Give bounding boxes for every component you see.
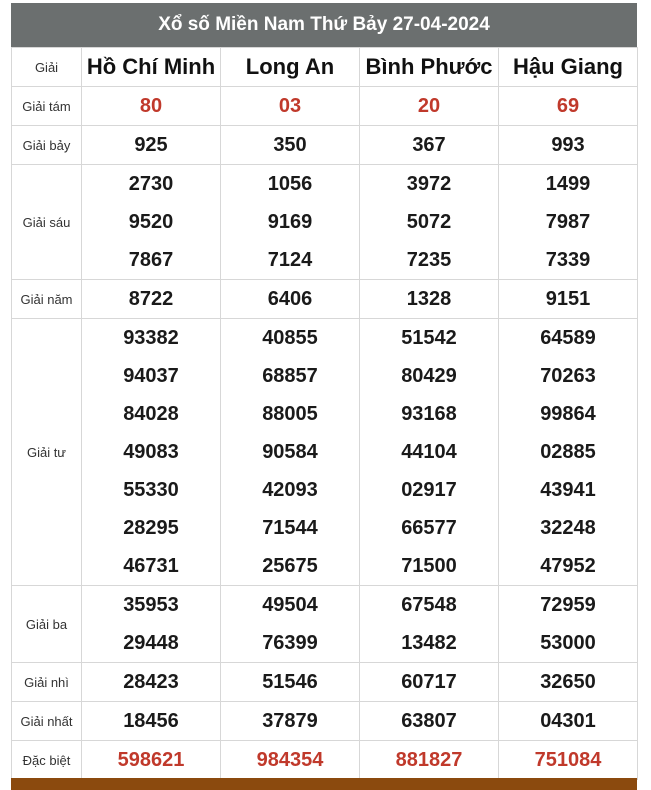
prize-cell xyxy=(499,87,638,126)
prize-cell xyxy=(499,586,638,663)
prize-cell xyxy=(82,319,221,586)
winning-number[interactable]: 71500 xyxy=(401,555,457,577)
winning-number[interactable]: 5072 xyxy=(406,211,452,233)
winning-number[interactable]: 40855 xyxy=(262,327,318,349)
winning-number[interactable]: 42093 xyxy=(262,479,318,501)
winning-number[interactable]: 80 xyxy=(139,95,163,117)
winning-number[interactable]: 44104 xyxy=(401,441,457,463)
winning-number[interactable]: 03 xyxy=(278,95,302,117)
prize-cell xyxy=(360,663,499,702)
prize-cell xyxy=(360,702,499,741)
winning-number[interactable]: 71544 xyxy=(262,517,318,539)
results-table xyxy=(11,47,638,780)
prize-cell xyxy=(360,87,499,126)
prize-cell xyxy=(221,87,360,126)
winning-number[interactable]: 49504 xyxy=(262,594,318,616)
prize-row xyxy=(12,663,638,702)
winning-number[interactable]: 8722 xyxy=(128,288,174,310)
prize-label: Giải sáu xyxy=(12,165,82,280)
winning-number[interactable]: 70263 xyxy=(540,365,596,387)
winning-number[interactable]: 25675 xyxy=(262,555,318,577)
winning-number[interactable]: 93168 xyxy=(401,403,457,425)
winning-number[interactable]: 7124 xyxy=(267,249,313,271)
winning-number[interactable]: 13482 xyxy=(401,632,457,654)
prize-row xyxy=(12,87,638,126)
prize-cell xyxy=(82,126,221,165)
winning-number[interactable]: 993 xyxy=(551,134,585,156)
winning-number[interactable]: 02917 xyxy=(401,479,457,501)
province-header[interactable]: Hậu Giang xyxy=(499,48,638,87)
prize-cell xyxy=(221,702,360,741)
winning-number[interactable]: 76399 xyxy=(262,632,318,654)
winning-number[interactable]: 7867 xyxy=(128,249,174,271)
prize-cell xyxy=(360,586,499,663)
prize-row xyxy=(12,319,638,586)
prize-label: Giải tư xyxy=(12,319,82,586)
prize-cell xyxy=(221,586,360,663)
winning-number[interactable]: 51546 xyxy=(262,671,318,693)
winning-number[interactable]: 67548 xyxy=(401,594,457,616)
prize-row xyxy=(12,741,638,780)
winning-number[interactable]: 43941 xyxy=(540,479,596,501)
prize-cell xyxy=(82,87,221,126)
winning-number[interactable]: 68857 xyxy=(262,365,318,387)
winning-number[interactable]: 53000 xyxy=(540,632,596,654)
winning-number[interactable]: 20 xyxy=(417,95,441,117)
prize-cell xyxy=(221,280,360,319)
prize-cell xyxy=(221,126,360,165)
winning-number[interactable]: 32248 xyxy=(540,517,596,539)
winning-number[interactable]: 60717 xyxy=(401,671,457,693)
prize-cell xyxy=(499,280,638,319)
prize-label: Giải nhất xyxy=(12,702,82,741)
winning-number[interactable]: 66577 xyxy=(401,517,457,539)
prize-cell xyxy=(499,663,638,702)
winning-number[interactable]: 64589 xyxy=(540,327,596,349)
province-header[interactable]: Hồ Chí Minh xyxy=(82,48,221,87)
prize-row xyxy=(12,280,638,319)
prize-cell xyxy=(360,319,499,586)
winning-number[interactable]: 99864 xyxy=(540,403,596,425)
winning-number[interactable]: 7339 xyxy=(545,249,591,271)
prize-cell xyxy=(499,702,638,741)
winning-number[interactable]: 63807 xyxy=(401,710,457,732)
winning-number[interactable]: 1328 xyxy=(406,288,452,310)
winning-number[interactable]: 881827 xyxy=(395,749,463,771)
winning-number[interactable]: 90584 xyxy=(262,441,318,463)
province-header[interactable]: Long An xyxy=(221,48,360,87)
prize-cell xyxy=(221,319,360,586)
prize-cell xyxy=(499,165,638,280)
winning-number[interactable]: 925 xyxy=(134,134,168,156)
winning-number[interactable]: 1056 xyxy=(267,173,313,195)
results-title: Xổ số Miền Nam Thứ Bảy 27-04-2024 xyxy=(11,3,637,47)
prize-cell xyxy=(82,586,221,663)
winning-number[interactable]: 32650 xyxy=(540,671,596,693)
winning-number[interactable]: 69 xyxy=(556,95,580,117)
winning-number[interactable]: 7987 xyxy=(545,211,591,233)
prize-label: Giải ba xyxy=(12,586,82,663)
prize-label: Giải năm xyxy=(12,280,82,319)
winning-number[interactable]: 29448 xyxy=(123,632,179,654)
winning-number[interactable]: 04301 xyxy=(540,710,596,732)
winning-number[interactable]: 6406 xyxy=(267,288,313,310)
winning-number[interactable]: 28295 xyxy=(123,517,179,539)
winning-number[interactable]: 93382 xyxy=(123,327,179,349)
prize-cell xyxy=(499,319,638,586)
winning-number[interactable]: 55330 xyxy=(123,479,179,501)
winning-number[interactable]: 47952 xyxy=(540,555,596,577)
prize-label: Giải tám xyxy=(12,87,82,126)
header-row xyxy=(12,48,638,87)
prize-cell xyxy=(82,702,221,741)
winning-number[interactable]: 9520 xyxy=(128,211,174,233)
prize-row xyxy=(12,165,638,280)
prize-cell xyxy=(221,165,360,280)
winning-number[interactable]: 80429 xyxy=(401,365,457,387)
winning-number[interactable]: 94037 xyxy=(123,365,179,387)
prize-cell xyxy=(221,663,360,702)
province-header[interactable]: Bình Phước xyxy=(360,48,499,87)
winning-number[interactable]: 35953 xyxy=(123,594,179,616)
winning-number[interactable]: 9169 xyxy=(267,211,313,233)
winning-number[interactable]: 1499 xyxy=(545,173,591,195)
prize-column-header: Giải xyxy=(12,48,82,87)
winning-number[interactable]: 984354 xyxy=(256,749,324,771)
prize-row xyxy=(12,586,638,663)
winning-number[interactable]: 7235 xyxy=(406,249,452,271)
winning-number[interactable]: 46731 xyxy=(123,555,179,577)
prize-cell xyxy=(360,126,499,165)
prize-label: Giải nhì xyxy=(12,663,82,702)
winning-number[interactable]: 37879 xyxy=(262,710,318,732)
winning-number[interactable]: 18456 xyxy=(123,710,179,732)
winning-number[interactable]: 72959 xyxy=(540,594,596,616)
winning-number[interactable]: 88005 xyxy=(262,403,318,425)
winning-number[interactable]: 350 xyxy=(273,134,307,156)
prize-cell xyxy=(360,280,499,319)
results-frame xyxy=(11,3,637,780)
winning-number[interactable]: 598621 xyxy=(117,749,185,771)
prize-cell xyxy=(82,741,221,780)
prize-cell xyxy=(221,741,360,780)
winning-number[interactable]: 49083 xyxy=(123,441,179,463)
prize-cell xyxy=(360,165,499,280)
winning-number[interactable]: 28423 xyxy=(123,671,179,693)
prize-row xyxy=(12,126,638,165)
prize-cell xyxy=(82,165,221,280)
winning-number[interactable]: 02885 xyxy=(540,441,596,463)
winning-number[interactable]: 751084 xyxy=(534,749,602,771)
winning-number[interactable]: 51542 xyxy=(401,327,457,349)
prize-row xyxy=(12,702,638,741)
prize-label: Giải bảy xyxy=(12,126,82,165)
winning-number[interactable]: 367 xyxy=(412,134,446,156)
winning-number[interactable]: 9151 xyxy=(545,288,591,310)
prize-cell xyxy=(82,663,221,702)
prize-cell xyxy=(360,741,499,780)
winning-number[interactable]: 3972 xyxy=(406,173,452,195)
prize-label: Đặc biệt xyxy=(12,741,82,780)
footer-bar xyxy=(11,778,637,790)
prize-cell xyxy=(499,126,638,165)
winning-number[interactable]: 84028 xyxy=(123,403,179,425)
prize-cell xyxy=(82,280,221,319)
winning-number[interactable]: 2730 xyxy=(128,173,174,195)
prize-cell xyxy=(499,741,638,780)
